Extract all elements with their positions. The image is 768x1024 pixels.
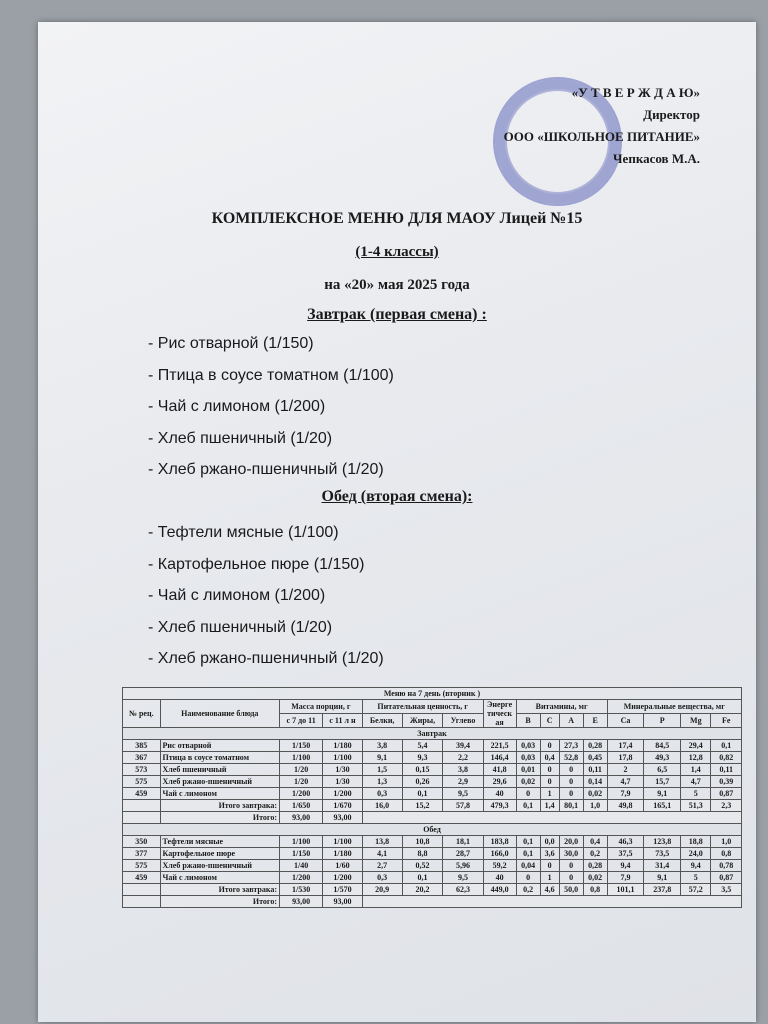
table-cell: 2,2 <box>443 752 483 764</box>
table-row <box>123 872 742 884</box>
table-cell: 10,8 <box>402 836 443 848</box>
table-cell: 27,3 <box>559 740 583 752</box>
table-cell: 0,1 <box>516 836 540 848</box>
table-cell: 1/200 <box>323 872 363 884</box>
table-cell: 575 <box>123 860 161 872</box>
nutrition-table <box>122 687 742 908</box>
table-cell: 350 <box>123 836 161 848</box>
table-cell: 2,9 <box>443 776 483 788</box>
list-item: - Картофельное пюре (1/150) <box>148 555 365 573</box>
table-cell: 1,0 <box>711 836 742 848</box>
table-cell: 1,3 <box>362 776 402 788</box>
table-cell: 1/60 <box>323 860 363 872</box>
list-item: - Тефтели мясные (1/100) <box>148 524 339 541</box>
table-row <box>123 848 742 860</box>
table-cell: 0 <box>559 788 583 800</box>
table-cell: 575 <box>123 776 161 788</box>
table-cell <box>362 812 741 824</box>
table-cell: 5 <box>681 872 711 884</box>
table-caption: Меню на 7 день (вторник ) <box>123 688 742 700</box>
table-cell: 165,1 <box>644 800 681 812</box>
header-mass: Масса порции, г <box>280 700 363 714</box>
table-cell: 30,0 <box>559 848 583 860</box>
header-name: Наименование блюда <box>160 700 280 728</box>
table-cell: 0,2 <box>516 884 540 896</box>
table-cell: 1,4 <box>681 764 711 776</box>
table-cell: 166,0 <box>483 848 516 860</box>
table-cell: 20,0 <box>559 836 583 848</box>
approval-block <box>504 82 700 170</box>
table-cell: 0 <box>540 860 559 872</box>
table-cell: 1/30 <box>323 764 363 776</box>
table-cell: 0,45 <box>583 752 607 764</box>
table-cell: 183,8 <box>483 836 516 848</box>
table-cell: 6,5 <box>644 764 681 776</box>
table-header-row <box>123 700 742 714</box>
table-cell: 3,8 <box>362 740 402 752</box>
table-cell: 2,3 <box>711 800 742 812</box>
header-minerals: Минеральные вещества, мг <box>607 700 741 714</box>
table-cell: 0,02 <box>583 872 607 884</box>
table-cell: 0,03 <box>516 752 540 764</box>
table-cell: 4,7 <box>681 776 711 788</box>
table-cell: 1/670 <box>323 800 363 812</box>
table-cell: 93,00 <box>323 812 363 824</box>
table-cell: Итого завтрака: <box>160 800 280 812</box>
list-item: - Хлеб ржано-пшеничный (1/20) <box>148 461 384 478</box>
table-cell: 52,8 <box>559 752 583 764</box>
table-cell: 1,5 <box>362 764 402 776</box>
header-fat: Жиры, <box>402 714 443 728</box>
table-cell: 1 <box>540 872 559 884</box>
table-cell: 28,7 <box>443 848 483 860</box>
table-cell: 59,2 <box>483 860 516 872</box>
header-fe: Fe <box>711 714 742 728</box>
table-cell: 377 <box>123 848 161 860</box>
table-cell: 0,4 <box>583 836 607 848</box>
table-cell: 1/100 <box>323 752 363 764</box>
table-row <box>123 776 742 788</box>
table-cell: 3,8 <box>443 764 483 776</box>
header-mass-b: с 11 л н <box>323 714 363 728</box>
table-cell: 84,5 <box>644 740 681 752</box>
table-cell: 1/650 <box>280 800 323 812</box>
approval-position: Директор <box>643 107 700 122</box>
table-cell: 0,28 <box>583 740 607 752</box>
table-cell: 40 <box>483 872 516 884</box>
section-label: Обед <box>123 824 742 836</box>
table-cell: 0,15 <box>402 764 443 776</box>
table-cell: 73,5 <box>644 848 681 860</box>
table-caption-row <box>123 688 742 700</box>
table-cell: 1/180 <box>323 848 363 860</box>
list-item: - Хлеб ржано-пшеничный (1/20) <box>148 650 384 667</box>
menu-title: КОМПЛЕКСНОЕ МЕНЮ ДЛЯ МАОУ Лицей №15 <box>211 210 583 227</box>
table-cell: 0,39 <box>711 776 742 788</box>
table-cell: 1/530 <box>280 884 323 896</box>
table-cell: 39,4 <box>443 740 483 752</box>
table-cell: 93,00 <box>280 812 323 824</box>
table-cell: Хлеб ржано-пшеничный <box>160 776 280 788</box>
table-cell: 0,82 <box>711 752 742 764</box>
list-item: - Чай с лимоном (1/200) <box>148 398 326 415</box>
header-mg: Mg <box>681 714 711 728</box>
table-cell: 5 <box>681 788 711 800</box>
approval-org: ООО «ШКОЛЬНОЕ ПИТАНИЕ» <box>503 129 700 144</box>
table-cell: 0,02 <box>583 788 607 800</box>
table-cell: 15,7 <box>644 776 681 788</box>
table-cell: Чай с лимоном <box>160 788 280 800</box>
total-row <box>123 884 742 896</box>
table-cell: 51,3 <box>681 800 711 812</box>
approval-signer: Чепкасов М.А. <box>613 151 700 166</box>
table-cell: 0,52 <box>402 860 443 872</box>
breakfast-heading: Завтрак (первая смена) : <box>307 306 487 323</box>
table-cell: 1,4 <box>540 800 559 812</box>
table-cell: Картофельное пюре <box>160 848 280 860</box>
list-item: - Хлеб пшеничный (1/20) <box>148 429 333 447</box>
breakfast-rows <box>123 740 742 824</box>
table-cell: 0,3 <box>362 788 402 800</box>
table-cell: 37,5 <box>607 848 644 860</box>
table-cell: 31,4 <box>644 860 681 872</box>
table-cell: 46,3 <box>607 836 644 848</box>
table-cell: 17,8 <box>607 752 644 764</box>
header-carb: Углево <box>443 714 483 728</box>
table-cell: 479,3 <box>483 800 516 812</box>
list-item: - Чай с лимоном (1/200) <box>148 587 326 604</box>
approval-line: «У Т В Е Р Ж Д А Ю» <box>571 85 700 100</box>
table-cell: 9,3 <box>402 752 443 764</box>
table-cell: 0,26 <box>402 776 443 788</box>
table-cell: 0,3 <box>362 872 402 884</box>
table-cell: 0,11 <box>583 764 607 776</box>
table-cell: 1/150 <box>280 740 323 752</box>
table-cell: 0 <box>559 872 583 884</box>
table-cell: 20,2 <box>402 884 443 896</box>
table-cell: 1/20 <box>280 764 323 776</box>
price-row <box>123 896 742 908</box>
table-cell: 459 <box>123 872 161 884</box>
table-cell: 146,4 <box>483 752 516 764</box>
header-vit-c: C <box>540 714 559 728</box>
table-cell: 0 <box>516 872 540 884</box>
list-item: - Птица в соусе томатном (1/100) <box>148 366 394 384</box>
nutrition-table-wrap <box>122 687 742 908</box>
menu-sheet <box>38 22 756 1022</box>
table-cell: 449,0 <box>483 884 516 896</box>
table-cell: 12,8 <box>681 752 711 764</box>
header-num: № рец. <box>123 700 161 728</box>
table-cell: 24,0 <box>681 848 711 860</box>
table-cell: 9,1 <box>644 872 681 884</box>
header-nutrition: Питательная ценность, г <box>362 700 483 714</box>
header-vit-e: E <box>583 714 607 728</box>
table-cell: 0,1 <box>402 872 443 884</box>
table-cell: 2,7 <box>362 860 402 872</box>
table-row <box>123 836 742 848</box>
table-row <box>123 788 742 800</box>
table-cell: Чай с лимоном <box>160 872 280 884</box>
table-cell: 1 <box>540 788 559 800</box>
table-cell: 1/180 <box>323 740 363 752</box>
table-cell: 0 <box>540 764 559 776</box>
table-cell: 1/200 <box>280 872 323 884</box>
table-cell: 80,1 <box>559 800 583 812</box>
table-cell: 0,28 <box>583 860 607 872</box>
table-cell: 1/30 <box>323 776 363 788</box>
table-cell: 57,8 <box>443 800 483 812</box>
table-cell: 17,4 <box>607 740 644 752</box>
table-cell <box>123 896 161 908</box>
grades-subtitle: (1-4 классы) <box>355 244 439 260</box>
lunch-list <box>148 517 384 675</box>
table-cell: 0,1 <box>516 800 540 812</box>
table-cell: 1/200 <box>280 788 323 800</box>
table-cell: 0,87 <box>711 872 742 884</box>
table-row <box>123 740 742 752</box>
table-cell: 1/570 <box>323 884 363 896</box>
table-row <box>123 860 742 872</box>
table-cell: 62,3 <box>443 884 483 896</box>
table-cell: 1/200 <box>323 788 363 800</box>
table-cell: Птица в соусе томатном <box>160 752 280 764</box>
table-cell: Итого: <box>160 812 280 824</box>
table-cell: 0 <box>540 776 559 788</box>
table-cell: 0,0 <box>540 836 559 848</box>
table-cell: 29,4 <box>681 740 711 752</box>
table-cell: Итого: <box>160 896 280 908</box>
table-cell: 1/100 <box>323 836 363 848</box>
table-cell: 40 <box>483 788 516 800</box>
table-cell: 1/20 <box>280 776 323 788</box>
table-cell: 0,1 <box>711 740 742 752</box>
table-cell: 13,8 <box>362 836 402 848</box>
table-cell: 9,4 <box>681 860 711 872</box>
table-cell: 4,7 <box>607 776 644 788</box>
header-vitamins: Витамины, мг <box>516 700 607 714</box>
table-cell: 4,6 <box>540 884 559 896</box>
table-cell: 9,4 <box>607 860 644 872</box>
table-cell: 3,5 <box>711 884 742 896</box>
header-energy: Энерге тическ ая <box>483 700 516 728</box>
table-cell <box>362 896 741 908</box>
header-protein: Белки, <box>362 714 402 728</box>
table-cell: 0,01 <box>516 764 540 776</box>
table-cell: 9,5 <box>443 872 483 884</box>
table-cell: 385 <box>123 740 161 752</box>
table-cell: Хлеб пшеничный <box>160 764 280 776</box>
table-cell: 0 <box>540 740 559 752</box>
table-cell: 0,2 <box>583 848 607 860</box>
table-cell: 1/40 <box>280 860 323 872</box>
breakfast-list <box>148 328 394 486</box>
table-cell: 573 <box>123 764 161 776</box>
price-row <box>123 812 742 824</box>
section-row-lunch <box>123 824 742 836</box>
header-ca: Ca <box>607 714 644 728</box>
table-cell: Тефтели мясные <box>160 836 280 848</box>
table-cell: 0,1 <box>402 788 443 800</box>
table-cell: 1/150 <box>280 848 323 860</box>
table-cell: 7,9 <box>607 788 644 800</box>
table-cell: 9,1 <box>362 752 402 764</box>
table-cell: 0,04 <box>516 860 540 872</box>
table-cell: 221,5 <box>483 740 516 752</box>
table-cell: 0,87 <box>711 788 742 800</box>
table-cell: 0 <box>559 860 583 872</box>
table-cell: 15,2 <box>402 800 443 812</box>
table-cell: Хлеб ржано-пшеничный <box>160 860 280 872</box>
table-cell: Итого завтрака: <box>160 884 280 896</box>
lunch-heading: Обед (вторая смена): <box>321 488 473 505</box>
table-row <box>123 752 742 764</box>
total-row <box>123 800 742 812</box>
table-cell: 0,78 <box>711 860 742 872</box>
table-cell: 367 <box>123 752 161 764</box>
table-cell: 0,02 <box>516 776 540 788</box>
table-cell: 2 <box>607 764 644 776</box>
table-cell: Рис отварной <box>160 740 280 752</box>
list-item: - Хлеб пшеничный (1/20) <box>148 618 333 636</box>
table-cell <box>123 812 161 824</box>
table-cell: 41,8 <box>483 764 516 776</box>
table-cell: 0 <box>559 764 583 776</box>
table-cell: 18,1 <box>443 836 483 848</box>
table-cell: 7,9 <box>607 872 644 884</box>
table-cell: 101,1 <box>607 884 644 896</box>
table-cell: 9,1 <box>644 788 681 800</box>
table-cell <box>123 800 161 812</box>
table-cell: 29,6 <box>483 776 516 788</box>
table-cell: 50,0 <box>559 884 583 896</box>
header-vit-b: B <box>516 714 540 728</box>
table-cell: 0,4 <box>540 752 559 764</box>
table-cell: 49,3 <box>644 752 681 764</box>
table-cell: 1/100 <box>280 752 323 764</box>
table-cell <box>123 884 161 896</box>
header-vit-a: A <box>559 714 583 728</box>
table-cell: 20,9 <box>362 884 402 896</box>
table-cell: 0 <box>516 788 540 800</box>
table-cell: 0,03 <box>516 740 540 752</box>
table-cell: 0,8 <box>711 848 742 860</box>
table-cell: 0,14 <box>583 776 607 788</box>
table-cell: 9,5 <box>443 788 483 800</box>
list-item: - Рис отварной (1/150) <box>148 335 314 352</box>
header-mass-a: с 7 до 11 <box>280 714 323 728</box>
table-cell: 0,1 <box>516 848 540 860</box>
table-cell: 123,8 <box>644 836 681 848</box>
table-cell: 5,96 <box>443 860 483 872</box>
table-cell: 1,0 <box>583 800 607 812</box>
table-cell: 0,11 <box>711 764 742 776</box>
table-cell: 16,0 <box>362 800 402 812</box>
table-cell: 5,4 <box>402 740 443 752</box>
table-cell: 93,00 <box>323 896 363 908</box>
table-row <box>123 764 742 776</box>
table-cell: 8,8 <box>402 848 443 860</box>
section-row-breakfast <box>123 728 742 740</box>
menu-date: на «20» мая 2025 года <box>324 277 470 293</box>
lunch-rows <box>123 836 742 908</box>
table-cell: 0 <box>559 776 583 788</box>
table-cell: 459 <box>123 788 161 800</box>
table-cell: 1/100 <box>280 836 323 848</box>
header-p: P <box>644 714 681 728</box>
section-label: Завтрак <box>123 728 742 740</box>
table-cell: 4,1 <box>362 848 402 860</box>
table-cell: 93,00 <box>280 896 323 908</box>
table-cell: 0,8 <box>583 884 607 896</box>
table-cell: 57,2 <box>681 884 711 896</box>
table-cell: 237,8 <box>644 884 681 896</box>
table-cell: 3,6 <box>540 848 559 860</box>
table-cell: 18,8 <box>681 836 711 848</box>
table-cell: 49,8 <box>607 800 644 812</box>
